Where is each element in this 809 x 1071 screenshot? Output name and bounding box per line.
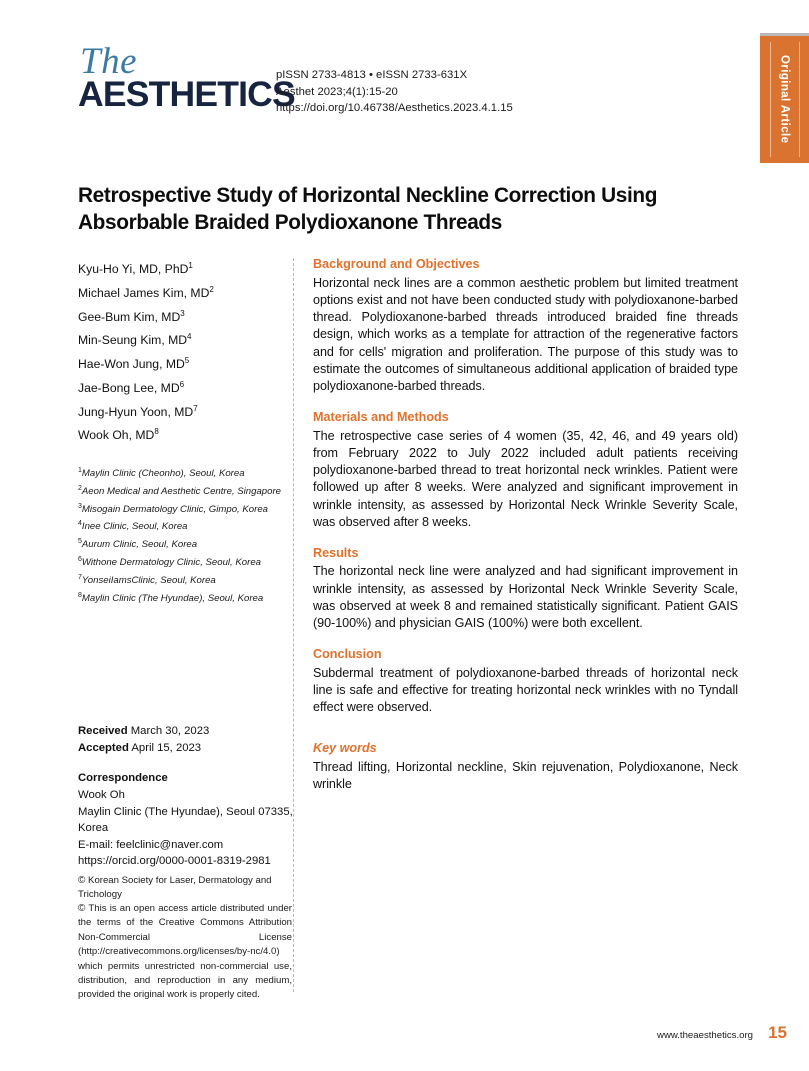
article-title: Retrospective Study of Horizontal Neckline Correction Using Absorbable Braided Polydioxanone Threads: [78, 183, 658, 234]
abstract-block: [313, 256, 738, 807]
abstract-section: [313, 256, 738, 396]
affiliation-item: [78, 553, 288, 571]
affiliation-text: Withone Dermatology Clinic, Seoul, Korea: [81, 557, 261, 569]
copyright-icon: ©: [78, 875, 86, 886]
keywords-body: Thread lifting, Horizontal neckline, Skin rejuvenation, Polydioxanone, Neck wrinkle: [313, 759, 738, 792]
page-number: 15: [768, 1023, 787, 1042]
received-value: March 30, 2023: [130, 725, 210, 737]
correspondence-email[interactable]: E-mail: feelclinic@naver.com: [78, 838, 224, 851]
author-name: [78, 375, 288, 399]
doi-line: https://doi.org/10.46738/Aesthetics.2023.4.1.15: [276, 102, 513, 114]
affiliation-item: [78, 464, 288, 482]
correspondence-orcid[interactable]: https://orcid.org/0000-0001-8319-2981: [78, 855, 271, 868]
journal-masthead: [78, 41, 598, 134]
affiliation-marker: 5: [78, 538, 82, 546]
affiliation-text: Aurum Clinic, Seoul, Korea: [81, 539, 198, 551]
author-name: [78, 280, 288, 304]
article-type-label: Original Article: [778, 55, 791, 144]
logo-word-the: The: [80, 41, 137, 82]
affiliation-item: [78, 517, 288, 535]
citation-line: Aesthet 2023;4(1):15-20: [276, 85, 398, 98]
accepted-row: [78, 740, 293, 757]
author-label: Wook Oh, MD: [78, 428, 155, 443]
author-affiliation-marker: 2: [209, 284, 214, 294]
author-label: Jae-Bong Lee, MD: [78, 380, 180, 395]
correspondence-name: Wook Oh: [78, 789, 125, 802]
correspondence-block: [78, 770, 293, 869]
affiliation-text: Maylin Clinic (Cheonho), Seoul, Korea: [81, 468, 245, 480]
abstract-section-heading: Background and Objectives: [313, 257, 480, 271]
author-name: [78, 399, 288, 423]
license-text: This is an open access article distributed under the terms of the Creative Commons Attribution Non-Commercial License (http://creativecommons.org/licenses/by-nc/4.0) which permits unrestricted non-commercial use, distribution, and reproduction in any medium, provided the original work is properly cited.: [78, 903, 292, 1001]
abstract-section: [313, 646, 738, 716]
author-label: Michael James Kim, MD: [78, 285, 210, 300]
article-dates: [78, 723, 293, 756]
affiliation-marker: 7: [78, 573, 82, 581]
author-affiliation-marker: 6: [179, 379, 185, 389]
abstract-section-body: The retrospective case series of 4 women (35, 42, 46, and 49 years old) from February 2022 to July 2022 included adult patients receiving polydioxanone-barbed thread to treat horizontal neck wrinkles. Patient were followed up after 8 weeks. Were analyzed and significant improvement in wrinkle intensity, as assessed by Horizontal Neck Wrinkle Severity Scale, was observed after 8 weeks.: [313, 428, 738, 530]
license-block: [78, 902, 292, 1003]
author-affiliation-marker: 8: [154, 427, 159, 437]
author-affiliation-marker: 1: [188, 261, 193, 270]
abstract-section-heading: Materials and Methods: [313, 410, 449, 425]
affiliation-text: Inee Clinic, Seoul, Korea: [81, 521, 188, 533]
affiliation-marker: 2: [78, 484, 82, 492]
author-name: [78, 422, 288, 446]
abstract-section: [313, 409, 738, 531]
author-label: Min-Seung Kim, MD: [78, 333, 188, 348]
affiliation-marker: 4: [78, 520, 82, 528]
affiliation-item: [78, 535, 288, 553]
author-label: Jung-Hyun Yoon, MD: [78, 404, 194, 419]
article-type-side-tab: [760, 36, 809, 163]
abstract-section-heading: Conclusion: [313, 647, 382, 662]
abstract-section: [313, 545, 738, 633]
logo-word-aesthetics: AESTHETICS: [78, 74, 295, 114]
author-block: [78, 256, 288, 606]
keywords-heading: Key words: [313, 741, 377, 756]
affiliation-marker: 3: [78, 502, 82, 510]
creative-commons-icon: ©: [78, 903, 86, 914]
keywords-section: [313, 740, 738, 793]
author-affiliation-marker: 7: [193, 403, 198, 413]
received-row: [78, 723, 293, 740]
accepted-label: Accepted: [78, 741, 129, 754]
journal-logo: [78, 41, 295, 114]
abstract-section-heading: Results: [313, 545, 359, 560]
author-affiliation-marker: 5: [184, 356, 190, 366]
affiliation-text: Maylin Clinic (The Hyundae), Seoul, Korea: [81, 592, 264, 604]
author-name: [78, 351, 288, 375]
copyright-text: Korean Society for Laser, Dermatology and Trichology: [78, 875, 272, 900]
affiliation-text: Misogain Dermatology Clinic, Gimpo, Korea: [81, 503, 268, 515]
author-name: [78, 256, 288, 280]
journal-identifiers: [276, 67, 513, 117]
copyright-line: [78, 874, 292, 902]
abstract-section-body: Subdermal treatment of polydioxanone-barbed threads of horizontal neck line is safe and effective for treating horizontal neck wrinkles with no Tyndall effect were observed.: [313, 665, 738, 715]
affiliation-item: [78, 589, 288, 607]
author-name: [78, 304, 288, 328]
affiliation-text: Aeon Medical and Aesthetic Centre, Singapore: [81, 486, 282, 498]
issn-line: pISSN 2733-4813 • eISSN 2733-631X: [276, 69, 468, 81]
author-label: Hae-Won Jung, MD: [78, 357, 185, 372]
affiliation-marker: 6: [78, 556, 82, 564]
page-footer: [0, 1023, 809, 1050]
accepted-value: April 15, 2023: [131, 741, 202, 754]
affiliation-item: [78, 500, 288, 518]
author-affiliation-marker: 4: [187, 332, 192, 342]
abstract-section-body: The horizontal neck line were analyzed and had significant improvement in wrinkle intensity, as assessed by Horizontal Neck Wrinkle Severity Scale, was observed at week 8 and remained statistically significant. Patient GAIS (90-100%) and physician GAIS (100%) were both excellent.: [313, 564, 738, 631]
affiliation-item: [78, 571, 288, 589]
author-list: [78, 256, 288, 446]
affiliation-text: YonseiIamsClinic, Seoul, Korea: [81, 575, 216, 586]
affiliation-marker: 8: [78, 591, 82, 599]
affiliation-marker: 1: [78, 467, 82, 475]
author-label: Kyu-Ho Yi, MD, PhD: [78, 262, 189, 277]
journal-website[interactable]: www.theaesthetics.org: [657, 1030, 753, 1041]
correspondence-address: Maylin Clinic (The Hyundae), Seoul 07335, Korea: [78, 805, 293, 835]
abstract-section-body: Horizontal neck lines are a common aesthetic problem but limited treatment options exist and not have been conducted study with polydioxanone-barbed thread. Polydioxanone-barbed threads introduced braided fine threads design, which works as a template for attraction of the regenerative factors and for cells' migration and proliferation. The purpose of this study was to estimate the outcomes of simultaneous additional application of braided type polydioxanone-barbed threads.: [313, 275, 738, 394]
received-label: Received: [78, 725, 128, 737]
author-affiliation-marker: 3: [180, 308, 185, 318]
column-divider: [293, 258, 294, 992]
affiliation-item: [78, 482, 288, 500]
affiliation-list: [78, 464, 288, 606]
author-label: Gee-Bum Kim, MD: [78, 309, 181, 324]
author-name: [78, 327, 288, 351]
correspondence-heading: Correspondence: [78, 772, 168, 784]
